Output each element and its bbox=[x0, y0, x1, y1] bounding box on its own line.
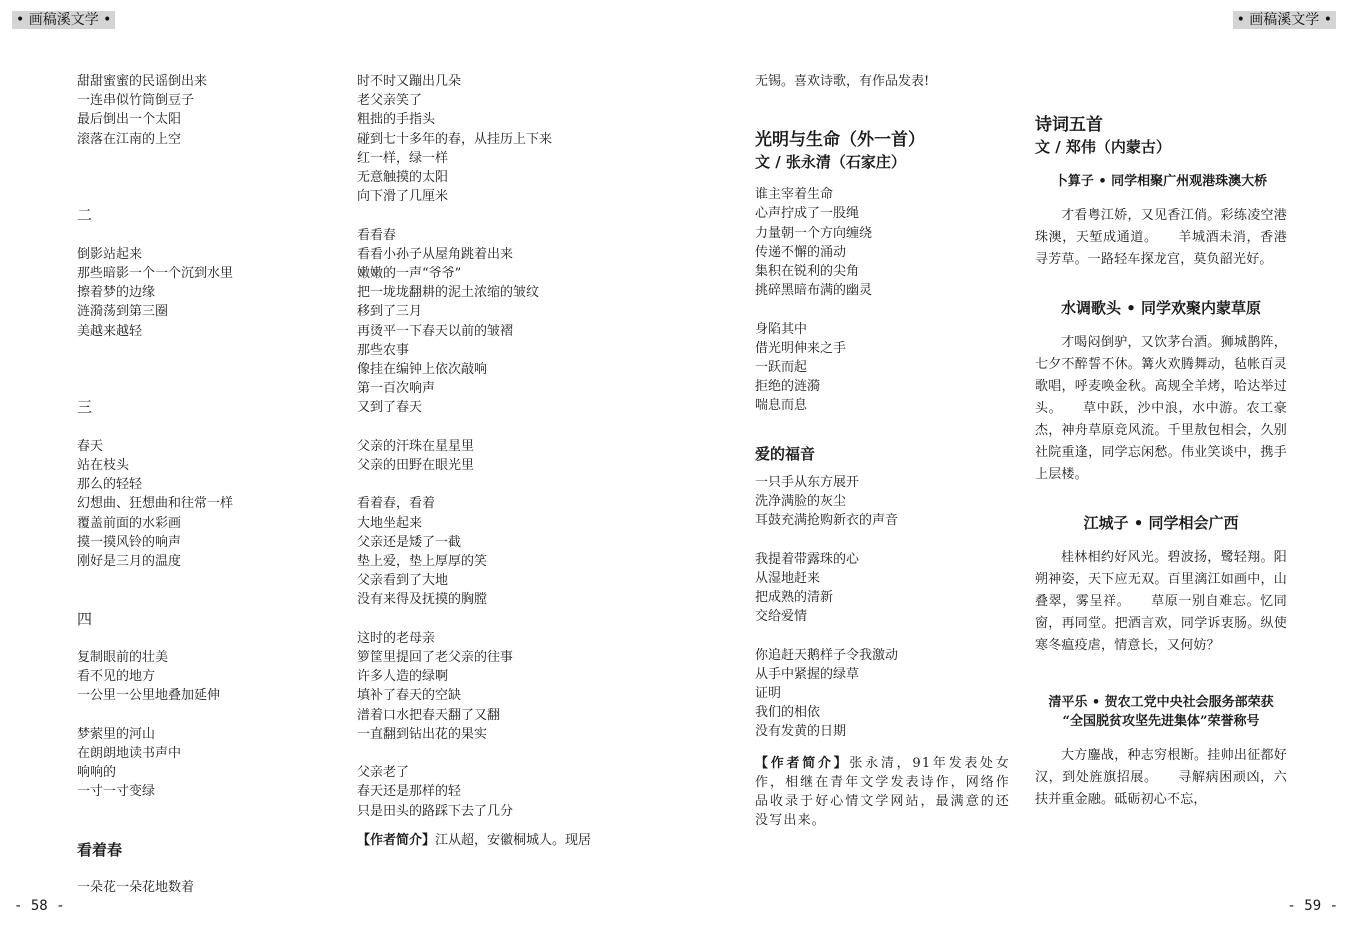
article-title: 诗词五首 bbox=[1035, 115, 1103, 135]
poem-line: 覆盖前面的水彩画 bbox=[77, 515, 182, 531]
poem-line: 看不见的地方 bbox=[77, 669, 156, 685]
poem-line: 我们的相依 bbox=[755, 705, 821, 721]
poem-line: 只是田头的路踩下去了几分 bbox=[357, 803, 514, 819]
poem-line: 那些农事 bbox=[357, 342, 410, 358]
poem-line: 移到了三月 bbox=[357, 304, 423, 320]
poem-line: 证明 bbox=[755, 686, 782, 702]
poem-line: 涟漪荡到第三圈 bbox=[77, 304, 169, 320]
poem-line: 耳鼓充满抢购新衣的声音 bbox=[755, 513, 899, 529]
author-bio bbox=[357, 831, 627, 850]
poem-line: 再烫平一下春天以前的皱褶 bbox=[357, 323, 514, 339]
poem-line: 一寸一寸变绿 bbox=[77, 784, 156, 800]
poem-line: 春天还是那样的轻 bbox=[357, 784, 462, 800]
article-byline: 文 / 郑伟（内蒙古） bbox=[1035, 138, 1171, 156]
poem-line: 父亲的田野在眼光里 bbox=[357, 458, 475, 474]
author-bio bbox=[755, 754, 1010, 831]
poem-line: 没有来得及抚摸的胸膛 bbox=[357, 592, 488, 608]
poem-line: 那么的轻轻 bbox=[77, 477, 143, 493]
poem-line: 喘息而息 bbox=[755, 398, 808, 414]
poem-line: 第一百次响声 bbox=[357, 381, 436, 397]
section-4-stanza-b bbox=[77, 725, 317, 802]
section-number-3: 三 bbox=[77, 398, 93, 417]
author-bio-label: 【作者简介】 bbox=[755, 755, 850, 771]
ci-body-jiangchengzi: 桂林相约好风光。碧波扬，鹭轻翔。阳朔神姿，天下应无双。百里漓江如画中，山叠翠，雾呈祥。 草原一别自难忘。忆同窗，再同堂。把酒言欢，同学诉衷肠。纵使寒冬瘟疫虐，情意长，又何妨？ bbox=[1035, 550, 1287, 653]
poem-line: 看看小孙子从屋角跳着出来 bbox=[357, 246, 514, 262]
author-bio-label: 【作者简介】 bbox=[357, 832, 436, 848]
poem-line: 父亲老了 bbox=[357, 765, 410, 781]
poem-title-guangming: 光明与生命（外一首） bbox=[755, 130, 925, 151]
poem-line: 倒影站起来 bbox=[77, 246, 143, 262]
poem-line: 我提着带露珠的心 bbox=[755, 551, 860, 567]
poem-line: 滚落在江南的上空 bbox=[77, 131, 182, 147]
section-4-stanza-a bbox=[77, 648, 317, 706]
poem-line: 父亲还是矮了一截 bbox=[357, 534, 462, 550]
poem-line: 最后倒出一个太阳 bbox=[77, 112, 182, 128]
poem-line: 填补了春天的空缺 bbox=[357, 688, 462, 704]
ci-body-busuanzi: 才看粤江娇，又见香江俏。彩练凌空港珠澳，天堑成通道。 羊城酒未消，香港寻芳草。一路轻车探龙宫，莫负韶光好。 bbox=[1035, 208, 1287, 267]
section-number-4: 四 bbox=[77, 609, 93, 628]
poem-line: 摸一摸风铃的响声 bbox=[77, 534, 182, 550]
poem-line: 又到了春天 bbox=[357, 400, 423, 416]
poem-line: 老父亲笑了 bbox=[357, 93, 423, 109]
poem-line: 挑碎黑暗布满的幽灵 bbox=[755, 283, 873, 299]
poem-line: 碰到七十多年的春，从挂历上下来 bbox=[357, 131, 553, 147]
poem-line: 一直翻到钻出花的果实 bbox=[357, 726, 488, 742]
poem-line: 无意触摸的太阳 bbox=[357, 170, 449, 186]
poem-line: 响响的 bbox=[77, 765, 117, 781]
poem-intro-stanza bbox=[77, 72, 317, 149]
column-4 bbox=[1035, 72, 1287, 811]
ci-title-busuanzi: 卜算子 • 同学相聚广州观港珠澳大桥 bbox=[1054, 174, 1268, 189]
poem-title-kanzhechun: 看着春 bbox=[77, 840, 123, 859]
poem-line: 那些暗影一个一个沉到水里 bbox=[77, 265, 234, 281]
ci-title-qingpingyue-line1: 清平乐 • 贺农工党中央社会服务部荣获 bbox=[1048, 695, 1274, 710]
stanza bbox=[755, 185, 1010, 300]
poem-line: 看着春，看着 bbox=[357, 496, 436, 512]
stanza bbox=[357, 494, 627, 609]
poem-byline: 文 / 张永清（石家庄） bbox=[755, 153, 906, 172]
poem-line: 向下滑了几厘米 bbox=[357, 189, 449, 205]
ci-title-shuidiaogetou: 水调歌头 • 同学欢聚内蒙草原 bbox=[1060, 299, 1262, 317]
column-2 bbox=[357, 72, 627, 850]
ci-body-shuidiaogetou: 才喝闷倒驴，又饮茅台酒。狮城鹊阵，七夕不醉誓不休。篝火欢腾舞动，毡帐百灵歌唱，呼麦唤金秋。高规全羊烤，哈达举过头。 草中跃，沙中浪，水中游。农工豪杰，神舟草原竞风流。千里敖包相会，久别社院重逢，同学忘闲愁。伟业笑谈中，携手上层楼。 bbox=[1035, 335, 1287, 482]
poem-line: 借光明伸来之手 bbox=[755, 340, 847, 356]
poem-line: 梦萦里的河山 bbox=[77, 726, 156, 742]
poem-line: 一连串似竹筒倒豆子 bbox=[77, 93, 195, 109]
poem-line: 洗净满脸的灰尘 bbox=[755, 494, 847, 510]
poem-line: 一公里一公里地叠加延伸 bbox=[77, 688, 221, 704]
section-2-stanza bbox=[77, 245, 317, 341]
section-number-2: 二 bbox=[77, 206, 93, 225]
poem-line: 没有发黄的日期 bbox=[755, 724, 847, 740]
poem-line: 一跃而起 bbox=[755, 360, 808, 376]
section-3-stanza bbox=[77, 437, 317, 571]
stanza bbox=[755, 473, 1010, 531]
poem-line: 交给爱情 bbox=[755, 609, 808, 625]
poem-line: 红一样，绿一样 bbox=[357, 150, 449, 166]
poem-line: 像挂在编钟上依次敲响 bbox=[357, 362, 488, 378]
stanza bbox=[357, 437, 627, 475]
stanza bbox=[357, 629, 627, 744]
poem-line: 美越来越轻 bbox=[77, 323, 143, 339]
poem-line: 这时的老母亲 bbox=[357, 630, 436, 646]
poem-line: 春天 bbox=[77, 438, 104, 454]
poem-line: 时不时又蹦出几朵 bbox=[357, 74, 462, 89]
poem-line: 集积在锐利的尖角 bbox=[755, 264, 860, 280]
poem-line: 许多人造的绿啊 bbox=[357, 669, 449, 685]
poem-line: 力量朝一个方向缠绕 bbox=[755, 225, 873, 241]
poem-line: 父亲的汗珠在星星里 bbox=[357, 438, 475, 454]
column-3 bbox=[755, 72, 1010, 830]
poem-line: 粗拙的手指头 bbox=[357, 112, 436, 128]
stanza bbox=[357, 226, 627, 418]
page-number-left: - 58 - bbox=[14, 898, 65, 914]
stanza bbox=[357, 763, 627, 821]
poem-title-aidefuyin: 爱的福音 bbox=[755, 444, 816, 463]
poem-line: 看看春 bbox=[357, 227, 397, 243]
poem-line: 一朵花一朵花地数着 bbox=[77, 879, 195, 895]
ci-title-jiangchengzi: 江城子 • 同学相会广西 bbox=[1083, 514, 1239, 532]
author-bio-continued: 无锡。喜欢诗歌，有作品发表! bbox=[755, 74, 930, 89]
poem-line: 拒绝的涟漪 bbox=[755, 379, 821, 395]
poem-line: 身陷其中 bbox=[755, 321, 808, 337]
running-header-right: • 画稿溪文学 • bbox=[1233, 11, 1336, 29]
poem-line: 从湿地赶来 bbox=[755, 570, 821, 586]
poem-line: 嫩嫩的一声“爷爷” bbox=[357, 266, 462, 282]
author-bio-text: 江从超，安徽桐城人。现居 bbox=[435, 832, 592, 848]
running-header-left: • 画稿溪文学 • bbox=[12, 11, 115, 29]
ci-title-qingpingyue-line2: “全国脱贫攻坚先进集体”荣誉称号 bbox=[1062, 714, 1260, 729]
poem-line: 潽着口水把春天翻了又翻 bbox=[357, 707, 501, 723]
poem-line: 父亲看到了大地 bbox=[357, 573, 449, 589]
ci-body-qingpingyue: 大方鏖战，种志穷根断。挂帅出征都好汉，到处旌旗招展。 寻解病困顽凶，六扶并重金融。砥砺初心不忘， bbox=[1035, 748, 1287, 807]
stanza bbox=[357, 72, 627, 206]
column-1 bbox=[77, 72, 317, 897]
poem-line: 谁主宰着生命 bbox=[755, 187, 834, 203]
poem-line: 你追赶天鹅样子令我激动 bbox=[755, 647, 899, 663]
poem-line: 垫上爱，垫上厚厚的笑 bbox=[357, 554, 488, 570]
poem-line: 刚好是三月的温度 bbox=[77, 553, 182, 569]
poem-line: 复制眼前的壮美 bbox=[77, 649, 169, 665]
poem-line: 把一垅垅翻耕的泥土浓缩的皱纹 bbox=[357, 285, 540, 301]
author-bio-text: 张永清，91年发表处女作，相继在青年文学发表诗作，网络作品收录于好心情文学网站，最满意的还没写出来。 bbox=[755, 755, 1010, 829]
poem-line: 箩筐里提回了老父亲的往事 bbox=[357, 650, 514, 666]
poem-line: 大地坐起来 bbox=[357, 515, 423, 531]
stanza bbox=[755, 646, 1010, 742]
poem-line: 站在枝头 bbox=[77, 457, 130, 473]
poem-line: 在朗朗地读书声中 bbox=[77, 745, 182, 761]
poem-line: 从手中紧握的绿草 bbox=[755, 666, 860, 682]
poem-line: 把成熟的清新 bbox=[755, 590, 834, 606]
poem-line: 心声拧成了一股绳 bbox=[755, 206, 860, 222]
poem-line: 传递不懈的涌动 bbox=[755, 244, 847, 260]
page-number-right: - 59 - bbox=[1287, 898, 1338, 914]
poem-line: 一只手从东方展开 bbox=[755, 474, 860, 490]
poem-line: 甜甜蜜蜜的民谣倒出来 bbox=[77, 74, 208, 89]
poem-line: 擦着梦的边缘 bbox=[77, 285, 156, 301]
stanza bbox=[755, 320, 1010, 416]
stanza bbox=[755, 550, 1010, 627]
poem-line: 幻想曲、狂想曲和往常一样 bbox=[77, 496, 234, 512]
